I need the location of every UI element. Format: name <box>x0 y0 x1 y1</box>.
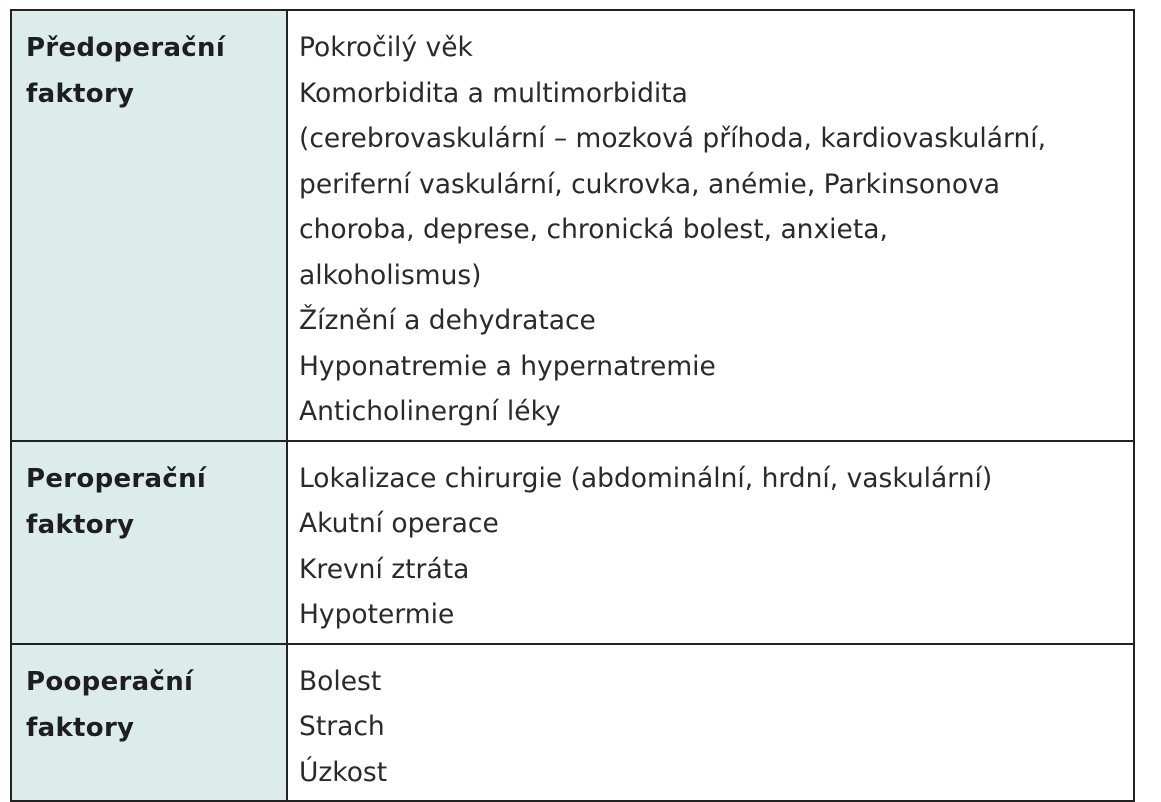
list-item: Úzkost <box>299 756 388 788</box>
list-item: choroba, deprese, chronická bolest, anxieta, <box>299 214 888 245</box>
list-item: Bolest <box>299 665 382 697</box>
list-item: alkoholismus) <box>299 259 482 291</box>
list-item: (cerebrovaskulární – mozková příhoda, kardiovaskulární, <box>299 123 1047 154</box>
list-item: Pokročilý věk <box>299 32 473 63</box>
list-item: Anticholinergní léky <box>299 396 561 427</box>
row-items-cell-postoperative <box>287 644 1134 802</box>
item-list-peroperative <box>288 442 1133 643</box>
list-item: Krevní ztráta <box>299 553 470 585</box>
row-label-cell-preoperative <box>11 10 287 441</box>
list-item: Hyponatremie a hypernatremie <box>299 350 716 382</box>
risk-factors-table <box>10 9 1135 802</box>
table-row-preoperative <box>11 10 1134 441</box>
row-label-peroperative: Peroperační faktory <box>26 463 207 540</box>
list-item: Akutní operace <box>299 508 499 539</box>
row-items-cell-preoperative <box>287 10 1134 441</box>
list-item: Lokalizace chirurgie (abdominální, hrdní, vaskulární) <box>299 462 993 494</box>
list-item: Strach <box>299 711 385 742</box>
row-label-cell-peroperative <box>11 441 287 644</box>
row-items-cell-peroperative <box>287 441 1134 644</box>
item-list-postoperative <box>288 645 1133 801</box>
row-label-cell-postoperative <box>11 644 287 802</box>
list-item: Žíznění a dehydratace <box>299 305 596 336</box>
row-label-postoperative: Pooperační faktory <box>26 666 194 743</box>
list-item: periferní vaskulární, cukrovka, anémie, Parkinsonova <box>299 168 1001 200</box>
row-label-preoperative: Předoperační faktory <box>26 33 226 109</box>
list-item: Hypotermie <box>299 599 455 630</box>
item-list-preoperative <box>288 11 1133 440</box>
table-row-postoperative <box>11 644 1134 802</box>
list-item: Komorbidita a multimorbidita <box>299 77 688 109</box>
table-row-peroperative <box>11 441 1134 644</box>
